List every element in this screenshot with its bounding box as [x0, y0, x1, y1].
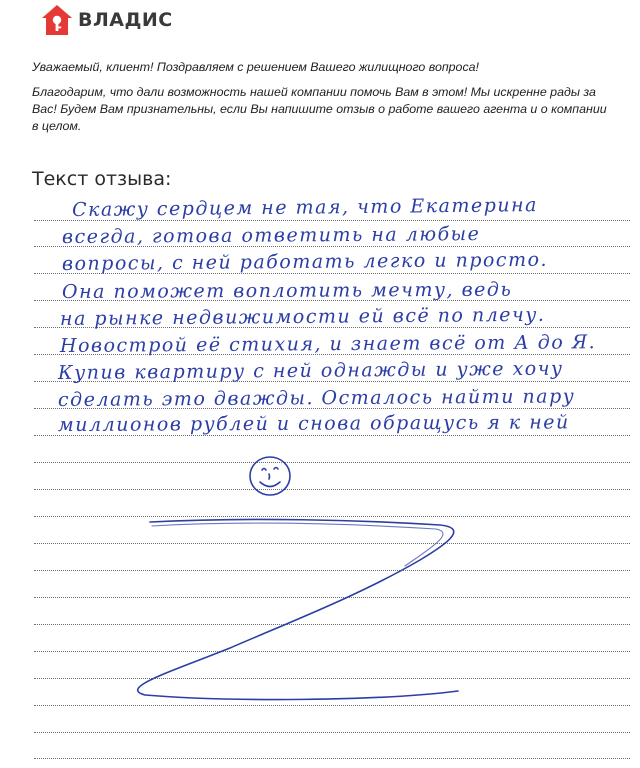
- smiley-face-doodle: [250, 457, 290, 495]
- thanks-text: Благодарим, что дали возможность нашей компании помочь Вам в этом! Мы искренне рады за Вас! Будем Вам признательны, если Вы напишите отзыв о работе вашего агента и о компании в целом.: [32, 85, 607, 133]
- brand-name: ВЛАДИС: [78, 9, 173, 31]
- handwritten-line: миллионов рублей и снова обращусь я к ней: [57, 411, 570, 436]
- handwritten-line: Скажу сердцем не тая, что Екатерина: [71, 194, 539, 221]
- handwritten-line: Новострой её стихия, и знает всё от А до Я.: [59, 331, 597, 357]
- handwritten-line: всегда, готова ответить на любые: [61, 223, 481, 248]
- handwritten-line: сделать это дважды. Осталось найти пару: [57, 385, 576, 411]
- z-scribble-stroke: [152, 523, 443, 566]
- greeting-text: Уважаемый, клиент! Поздравляем с решением Вашего жилищного вопроса!: [32, 60, 479, 74]
- handwritten-line: Купив квартиру с ней однажды и уже хочу: [57, 357, 564, 384]
- handwritten-line: Она поможет воплотить мечту, ведь: [61, 278, 513, 303]
- review-heading: Текст отзыва:: [32, 168, 172, 190]
- handwritten-line: вопросы, с ней работать легко и просто.: [61, 248, 549, 275]
- handwritten-line: на рынке недвижимости ей всё по плечу.: [59, 303, 546, 330]
- z-shaped-scribble: [138, 519, 458, 699]
